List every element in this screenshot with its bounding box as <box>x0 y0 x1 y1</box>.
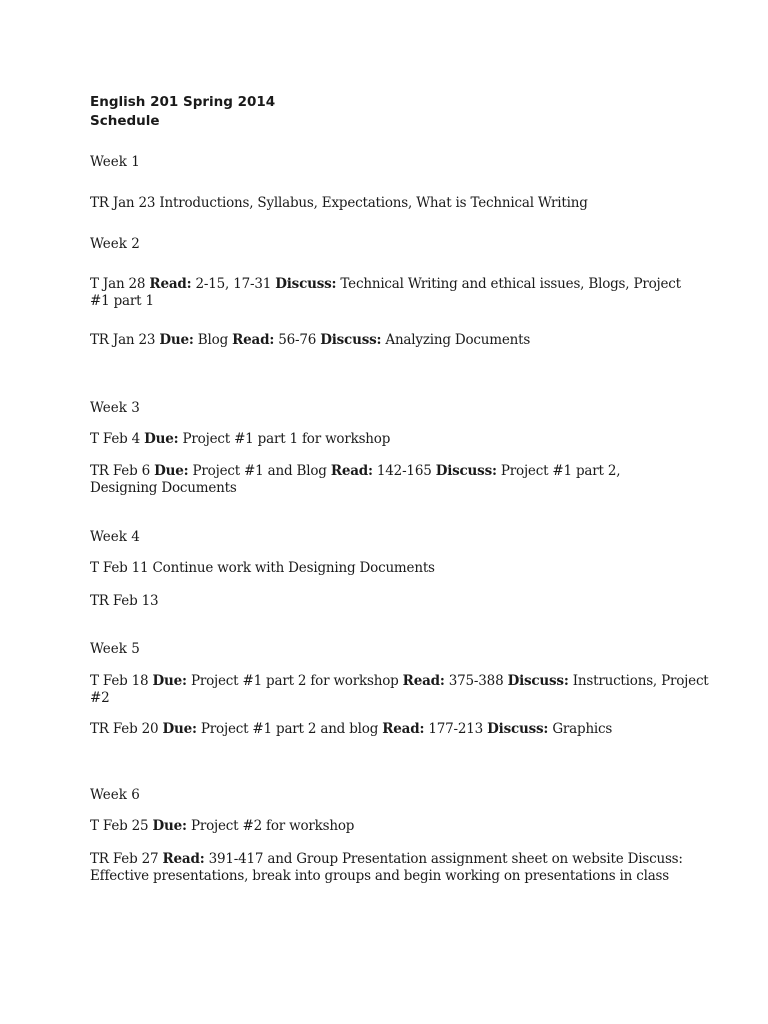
discuss-label: Discuss <box>435 463 492 479</box>
read-label: Read <box>402 673 440 689</box>
discuss-text: Analyzing Documents <box>385 332 531 348</box>
due-label: Due <box>154 463 184 479</box>
entry-date: TR Jan 23 <box>90 195 156 211</box>
read-label: Read <box>162 851 200 867</box>
read-label: Read <box>149 276 187 292</box>
week-heading: Week 5 <box>90 641 140 657</box>
due-label: Due <box>162 721 192 737</box>
due-text: Project #1 part 1 for workshop <box>182 431 391 447</box>
entry-date: TR Feb 13 <box>90 593 159 609</box>
discuss-text: Instructions, Project #2 <box>90 673 709 706</box>
schedule-entry: TR Feb 27 Read: 391-417 and Group Presentation assignment sheet on website Discuss: Effective presentations, break into groups and begin working on presentations in class <box>90 851 683 884</box>
due-label: Due <box>144 431 174 447</box>
entry-date: TR Feb 20 <box>90 721 159 737</box>
read-pages: 2-15, 17-31 <box>195 276 272 292</box>
discuss-text: Project #1 part 2, Designing Documents <box>90 463 621 496</box>
entry-text: Continue work with Designing Documents <box>152 560 435 576</box>
schedule-entry: TR Feb 6 Due: Project #1 and Blog Read: 142-165 Discuss: Project #1 part 2, Designing Documents <box>90 463 621 496</box>
entry-date: T Feb 18 <box>90 673 149 689</box>
entry-date: TR Feb 27 <box>90 851 159 867</box>
document-subtitle: Schedule <box>90 113 160 129</box>
due-text: Blog <box>197 332 229 348</box>
due-label: Due <box>152 818 183 834</box>
schedule-entry: T Feb 25 Due: Project #2 for workshop <box>90 818 355 834</box>
week-heading: Week 3 <box>90 400 140 416</box>
due-text: Project #2 for workshop <box>190 818 355 834</box>
schedule-entry: TR Jan 23 Due: Blog Read: 56-76 Discuss: Analyzing Documents <box>90 332 531 348</box>
entry-date: T Feb 25 <box>90 818 149 834</box>
schedule-entry <box>90 593 690 610</box>
discuss-text: Graphics <box>552 721 613 737</box>
read-pages: 375-388 <box>448 673 504 689</box>
discuss-label: Discuss <box>320 332 377 348</box>
entry-date: T Feb 4 <box>90 431 141 447</box>
week-heading: Week 6 <box>90 787 140 803</box>
schedule-entry: T Feb 4 Due: Project #1 part 1 for workshop <box>90 431 391 447</box>
read-pages: 142-165 <box>376 463 432 479</box>
schedule-entry: T Jan 28 Read: 2-15, 17-31 Discuss: Technical Writing and ethical issues, Blogs, Project #1 part 1 <box>90 276 681 309</box>
entry-date: T Jan 28 <box>90 276 146 292</box>
entry-date: TR Feb 6 <box>90 463 151 479</box>
due-text: Project #1 and Blog <box>192 463 327 479</box>
week-heading: Week 1 <box>90 154 140 170</box>
entry-date: TR Jan 23 <box>90 332 156 348</box>
read-pages: 56-76 <box>278 332 317 348</box>
discuss-label: Discuss <box>275 276 332 292</box>
discuss-text: Technical Writing and ethical issues, Blogs, Project #1 part 1 <box>90 276 681 309</box>
discuss-label: Discuss <box>507 673 564 689</box>
read-pages: 391-417 and Group Presentation assignment sheet on website Discuss: Effective presentations, break into groups and begin working on presentations in class <box>90 851 683 884</box>
schedule-entry <box>90 560 690 577</box>
document-title: English 201 Spring 2014 <box>90 94 276 110</box>
schedule-entry: TR Feb 20 Due: Project #1 part 2 and blog Read: 177-213 Discuss: Graphics <box>90 721 613 737</box>
schedule-entry: T Feb 18 Due: Project #1 part 2 for workshop Read: 375-388 Discuss: Instructions, Project #2 <box>90 673 709 706</box>
read-label: Read <box>330 463 369 479</box>
read-pages: 177-213 <box>428 721 484 737</box>
schedule-entry <box>90 195 690 212</box>
entry-text: Introductions, Syllabus, Expectations, What is Technical Writing <box>159 195 588 211</box>
week-heading: Week 4 <box>90 529 140 545</box>
due-text: Project #1 part 2 for workshop <box>190 673 399 689</box>
due-label: Due <box>159 332 189 348</box>
entry-date: T Feb 11 <box>90 560 149 576</box>
read-label: Read <box>232 332 270 348</box>
due-label: Due <box>152 673 183 689</box>
discuss-label: Discuss <box>487 721 544 737</box>
week-heading: Week 2 <box>90 236 140 252</box>
read-label: Read <box>382 721 420 737</box>
due-text: Project #1 part 2 and blog <box>200 721 379 737</box>
